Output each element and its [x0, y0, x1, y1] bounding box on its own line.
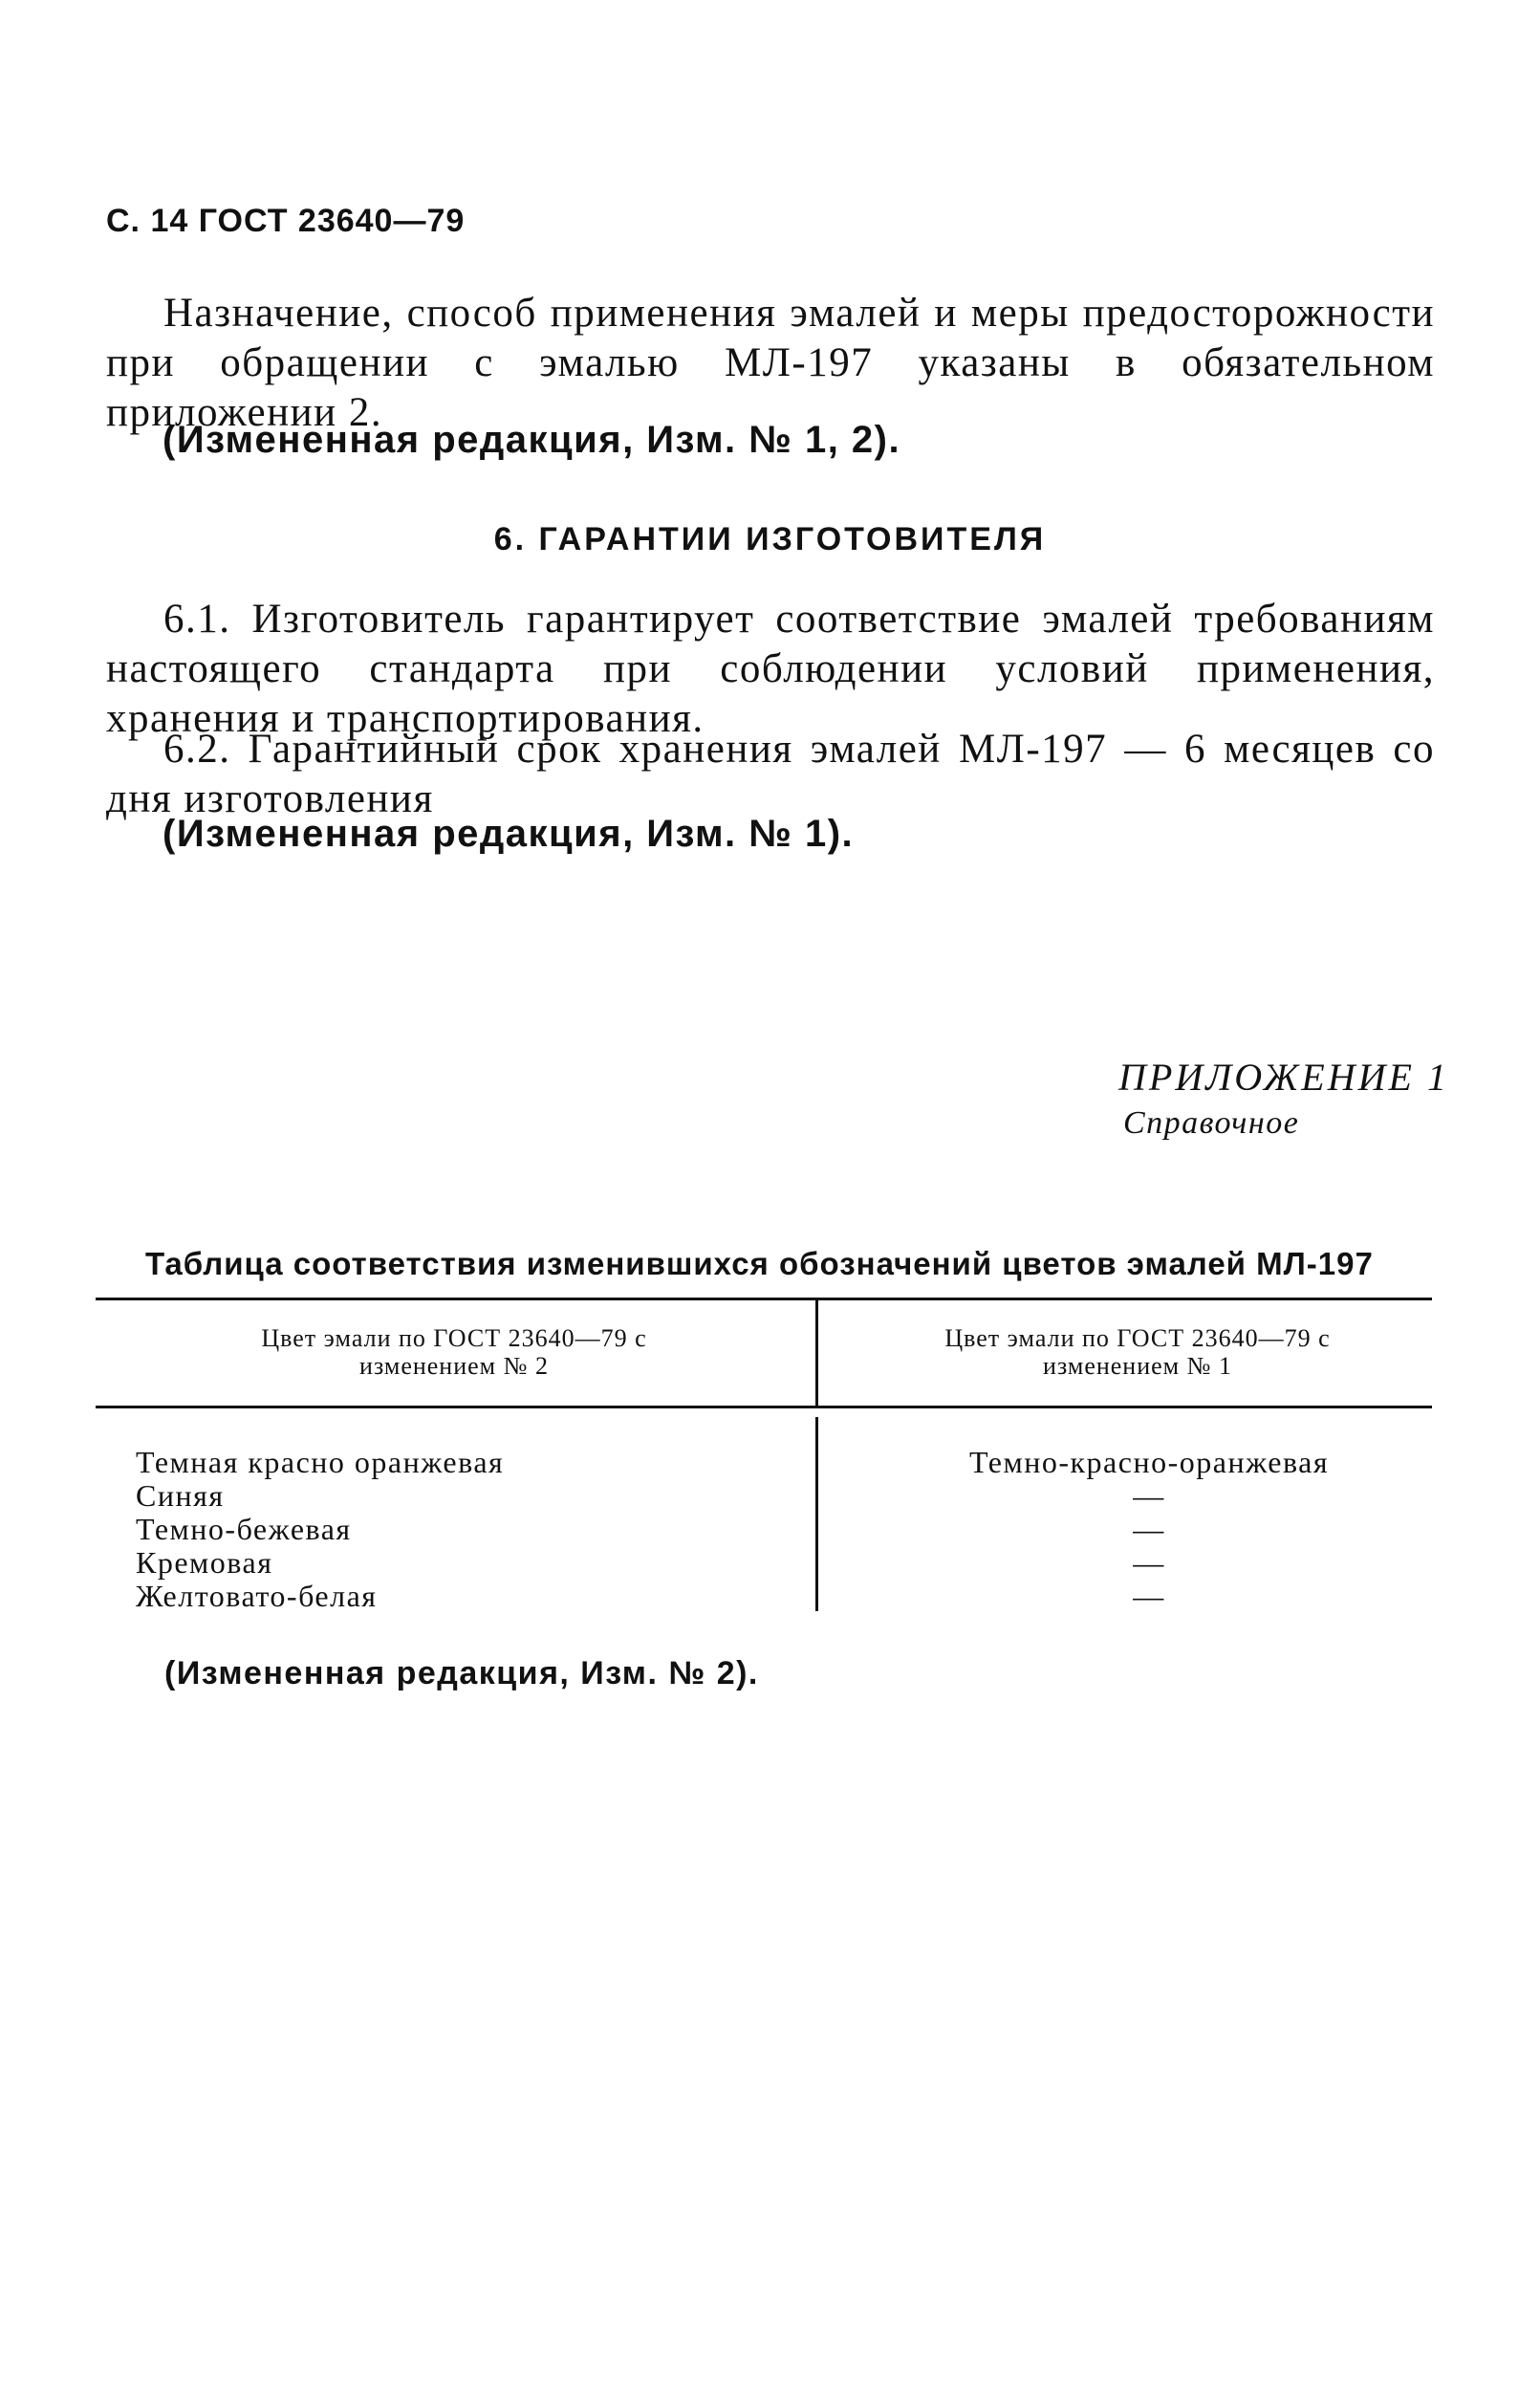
- revision-note-1: (Измененная редакция, Изм. № 1).: [163, 813, 855, 855]
- table-row-3-col-1: Темно-бежевая: [136, 1512, 352, 1546]
- table-row-5-col-1: Желтовато-белая: [136, 1579, 378, 1613]
- section-6-title: 6. ГАРАНТИИ ИЗГОТОВИТЕЛЯ: [493, 521, 1047, 557]
- revision-note-2: (Измененная редакция, Изм. № 2).: [164, 1655, 759, 1691]
- table-row-3-col-2: —: [1133, 1512, 1165, 1546]
- table-row-4-col-1: Кремовая: [136, 1545, 273, 1580]
- page-header: С. 14 ГОСТ 23640—79: [106, 203, 466, 239]
- table-header-col-2: [841, 1324, 1434, 1380]
- paragraph-6-2: 6.2. Гарантийный срок хранения эмалей МЛ-197 — 6 месяцев со дня изготовления: [106, 727, 1435, 821]
- table-header-col-2-line-1: Цвет эмали по ГОСТ 23640—79 с: [944, 1324, 1331, 1352]
- table-body-divider: [815, 1417, 818, 1611]
- appendix-subtitle: Справочное: [1123, 1105, 1300, 1141]
- table-top-rule: [96, 1298, 1432, 1300]
- table-header-col-2-line-2: изменением № 1: [1043, 1352, 1232, 1380]
- table-row-4-col-2: —: [1133, 1545, 1165, 1580]
- paragraph-6-1: 6.1. Изготовитель гарантирует соответствие эмалей требованиям настоящего стандарта при соблюдении условий применения, хранения и транспортирования.: [106, 597, 1435, 741]
- table-header-divider: [815, 1300, 818, 1407]
- table-header-rule: [96, 1406, 1432, 1408]
- revision-note-1-2: (Измененная редакция, Изм. № 1, 2).: [163, 419, 901, 461]
- paragraph-purpose: Назначение, способ применения эмалей и меры предосторожности при обращении с эмалью МЛ-197 указаны в обязательном приложении 2.: [106, 291, 1435, 435]
- table-header-col-1-line-2: изменением № 2: [359, 1352, 549, 1380]
- table-row-1-col-1: Темная красно оранжевая: [136, 1445, 505, 1479]
- table-row-5-col-2: —: [1133, 1579, 1165, 1613]
- table-header-col-1: [143, 1324, 765, 1380]
- table-caption: Таблица соответствия изменившихся обозначений цветов эмалей МЛ-197: [145, 1246, 1374, 1281]
- table-row-2-col-2: —: [1133, 1478, 1165, 1513]
- appendix-title: ПРИЛОЖЕНИЕ 1: [1118, 1056, 1449, 1099]
- table-row-2-col-1: Синяя: [136, 1478, 225, 1513]
- table-row-1-col-2: Темно-красно-оранжевая: [968, 1445, 1330, 1479]
- table-header-col-1-line-1: Цвет эмали по ГОСТ 23640—79 с: [261, 1324, 647, 1352]
